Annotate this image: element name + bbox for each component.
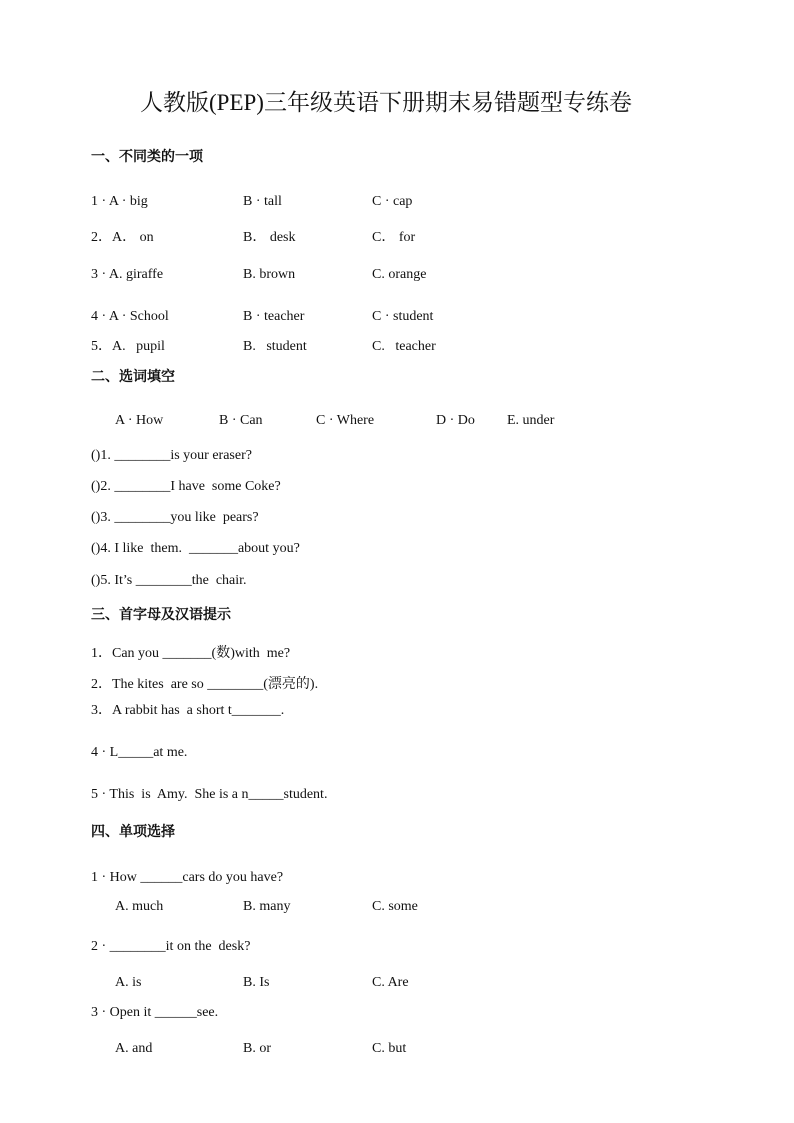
section-heading-2: 二、选词填空 [91,369,175,385]
question-option-b: B · teacher [243,309,305,324]
question-option-a: 5．A. pupil [91,339,165,354]
hint-question: 4 · L_____at me. [91,745,188,760]
word-option: A · How [115,413,164,428]
question-option-c: C. teacher [372,339,436,354]
question-option-a: 3 · A. giraffe [91,267,164,282]
question-stem: 1 · How ______cars do you have? [91,870,284,885]
question-option-a: 4 · A · School [91,309,169,324]
fill-question: ()2. ________I have some Coke? [91,479,281,494]
choice-option-c: C. some [372,899,418,914]
question-option-c: C · cap [372,194,413,209]
question-option-b: B. brown [243,267,296,282]
question-option-c: C · student [372,309,434,324]
question-option-a: 2．A． on [91,230,154,245]
choice-option-b: B. Is [243,975,270,990]
word-option: D · Do [436,413,475,428]
hint-question: 1．Can you _______(数)with me? [91,646,291,661]
question-option-b: B． desk [243,230,296,245]
hint-question: 3．A rabbit has a short t_______. [91,703,285,718]
section-heading-3: 三、首字母及汉语提示 [91,607,231,623]
choice-option-c: C. but [372,1041,407,1056]
choice-option-a: A. and [115,1041,153,1056]
question-stem: 3 · Open it ______see. [91,1005,219,1020]
section-heading-1: 一、不同类的一项 [91,149,203,165]
section-heading-4: 四、单项选择 [91,824,175,840]
page-title: 人教版(PEP)三年级英语下册期末易错题型专练卷 [140,90,632,115]
hint-question: 2．The kites are so ________(漂亮的). [91,677,319,692]
fill-question: ()4. I like them. _______about you? [91,541,300,556]
choice-option-a: A. much [115,899,164,914]
word-option: B · Can [219,413,263,428]
choice-option-b: B. or [243,1041,271,1056]
fill-question: ()3. ________you like pears? [91,510,259,525]
choice-option-c: C. Are [372,975,409,990]
question-option-c: C． for [372,230,416,245]
question-option-a: 1 · A · big [91,194,148,209]
word-option: E. under [507,413,555,428]
fill-question: ()5. It’s ________the chair. [91,573,247,588]
choice-option-b: B. many [243,899,291,914]
choice-option-a: A. is [115,975,142,990]
word-option: C · Where [316,413,375,428]
hint-question: 5 · This is Amy. She is a n_____student. [91,787,328,802]
question-option-c: C. orange [372,267,427,282]
question-option-b: B · tall [243,194,282,209]
fill-question: ()1. ________is your eraser? [91,448,252,463]
question-option-b: B. student [243,339,307,354]
question-stem: 2 · ________it on the desk? [91,939,251,954]
